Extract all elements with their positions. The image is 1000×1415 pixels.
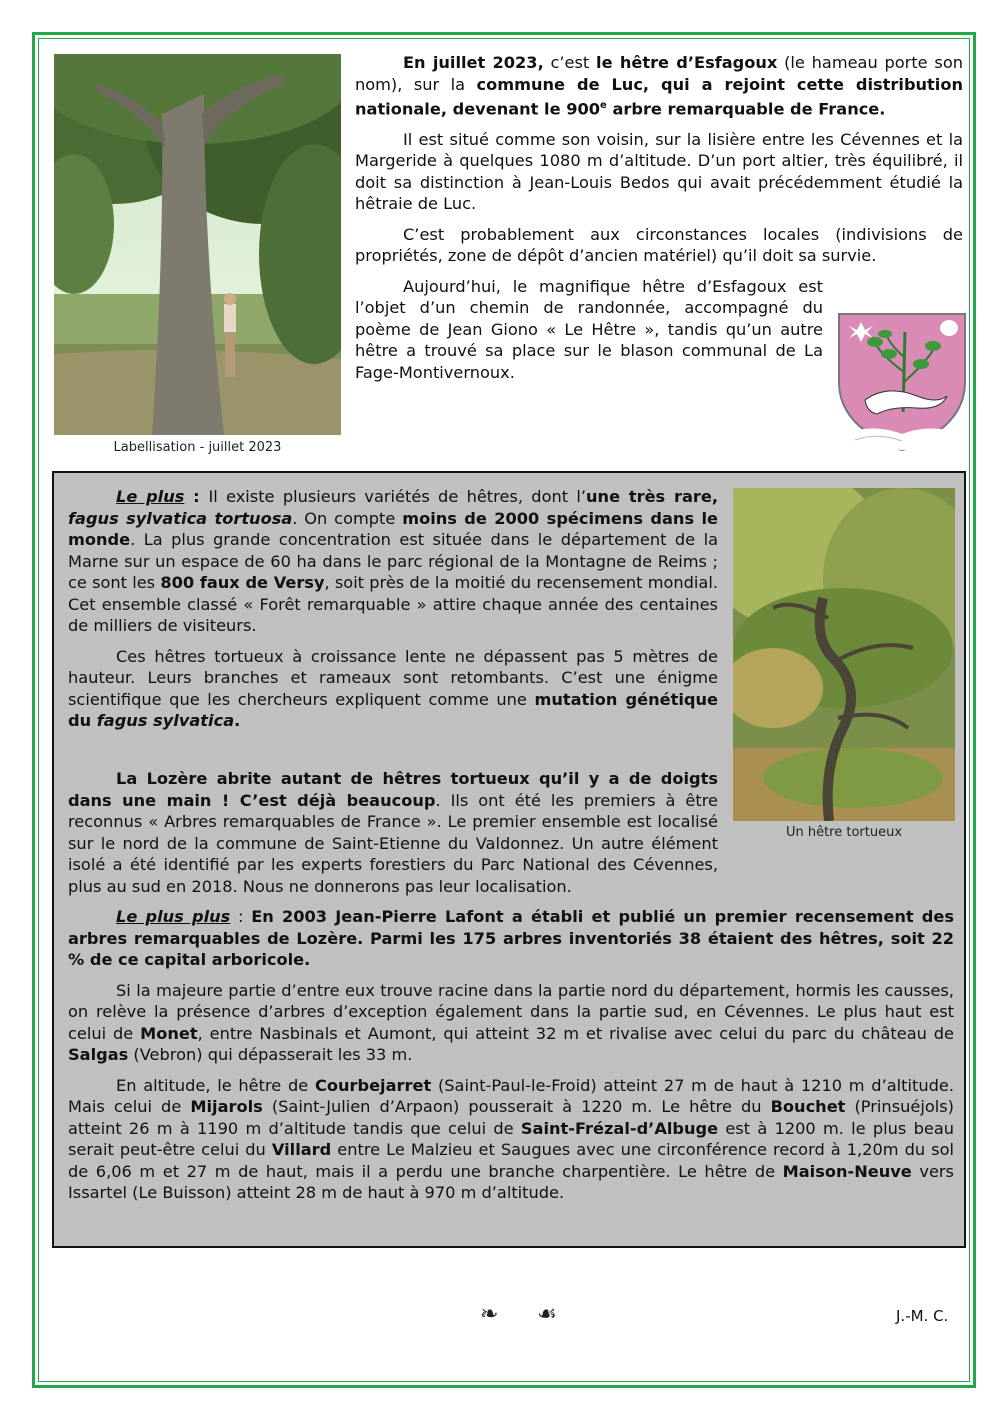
text-place: Saint-Frézal-d’Albuge bbox=[520, 1118, 719, 1138]
intro-paragraph-3: C’est probablement aux circonstances locales (indivisions de propriétés, zone de dépôt d’ancien matériel) qu’il doit sa survie. bbox=[355, 224, 963, 266]
intro-paragraph-4: Aujourd’hui, le magnifique hêtre d’Esfagoux est l’objet d’un chemin de randonnée, accompagné du poème de Jean Giono « Le Hêtre », tandis qu’un autre hêtre a trouvé sa place sur le blason communal de La Fage-Montivernoux. bbox=[355, 276, 823, 382]
text-run: (Prinsuéjols) atteint 26 m à 1190 m d’altitude tandis que celui de bbox=[68, 1097, 954, 1138]
text-run: . La plus grande concentration est située dans le département de la Marne sur un espace de 60 ha dans le parc régional de la Montagne de Reims ; ce sont les bbox=[68, 530, 718, 592]
twisted-beech-caption: Un hêtre tortueux bbox=[785, 825, 903, 840]
text-run: c’est bbox=[543, 53, 597, 72]
text-bold: moins de 2000 spécimens dans le monde bbox=[68, 508, 718, 549]
ornament-right-icon: ☙ bbox=[537, 1302, 557, 1327]
text-run: . On compte bbox=[292, 508, 403, 528]
text-place: Mijarols bbox=[190, 1097, 263, 1116]
beech-tree-photo bbox=[54, 54, 341, 435]
text-run: : bbox=[230, 907, 252, 926]
text-run: . bbox=[304, 950, 311, 969]
intro-paragraph-1 bbox=[355, 52, 963, 120]
text-species: fagus sylvatica bbox=[96, 711, 235, 730]
box-paragraph-3 bbox=[68, 768, 718, 897]
text-place: Monet bbox=[140, 1023, 198, 1043]
text-bold: 800 faux de Versy bbox=[160, 573, 325, 592]
text-place: Maison-Neuve bbox=[782, 1161, 912, 1181]
text-run: (Saint-Julien d’Arpaon) pousserait à 1220 m. Le hêtre du bbox=[262, 1097, 771, 1116]
box-paragraph-6 bbox=[68, 1075, 954, 1204]
text-run: Si la majeure partie d’entre eux trouve racine dans la partie nord du département, hormis les causses, on relève la présence d’arbres d’exception également dans la partie sud, en Cévennes. Le plus haut est celui de bbox=[68, 980, 954, 1043]
text-run: . Ils ont été les premiers à être reconnus « Arbres remarquables de France ». Le premier ensemble est localisé sur le nord de la commune de Saint-Etienne du Valdonnez. Un autre élément isolé a été identifié par les experts forestiers du Parc National des Cévennes, plus au sud en 2018. Nous ne donnerons pas leur localisation. bbox=[68, 790, 718, 896]
text-bold: une très rare, bbox=[586, 487, 718, 506]
text-run: est à 1200 m. le plus beau serait peut-être celui du bbox=[68, 1118, 955, 1159]
label-le-plus-plus: Le plus plus bbox=[116, 907, 231, 926]
box-text-bottom bbox=[68, 906, 954, 1213]
text-superscript: e bbox=[600, 100, 607, 111]
text-run: vers Issartel (Le Buisson) atteint 28 m de haut à 970 m d’altitude. bbox=[68, 1161, 954, 1202]
author-signature: J.-M. C. bbox=[896, 1307, 949, 1325]
text-bold: La Lozère abrite autant de hêtres tortueux qu’il y a de doigts dans une main ! C’est déjà beaucoup bbox=[68, 769, 718, 810]
box-paragraph-1 bbox=[68, 486, 718, 637]
text-run: , entre Nasbinals et Aumont, qui atteint 32 m et rivalise avec celui du parc du château de bbox=[197, 1023, 955, 1043]
text-run: (Saint-Paul-le-Froid) atteint 27 m de haut à 1210 m d’altitude. Mais celui de bbox=[68, 1075, 954, 1116]
text-bold: mutation génétique du bbox=[68, 689, 718, 730]
intro-paragraph-2: Il est situé comme son voisin, sur la lisière entre les Cévennes et la Margeride à quelques 1080 m d’altitude. D’un port altier, très équilibré, il doit sa distinction à Jean-Louis Bedos qui avait précédemment étudié la hêtraie de Luc. bbox=[355, 129, 963, 214]
text-place: Courbejarret bbox=[314, 1075, 432, 1095]
text-bold: En 2003 Jean-Pierre Lafont a établi et publié un premier recensement des arbres remarquables de Lozère. Parmi les 175 arbres inventoriés 38 étaient des hêtres, soit 22 % de ce capital arboricole bbox=[68, 907, 955, 969]
text-run: (le hameau porte son nom), sur la bbox=[355, 53, 963, 94]
box-paragraph-5 bbox=[68, 980, 954, 1066]
text-run: En altitude, le hêtre de bbox=[116, 1075, 315, 1095]
coat-of-arms bbox=[837, 312, 967, 452]
text-place: Bouchet bbox=[770, 1097, 846, 1116]
text-species: fagus sylvatica tortuosa bbox=[68, 508, 293, 528]
text-run: : bbox=[184, 487, 209, 506]
text-run: Ces hêtres tortueux à croissance lente ne dépassent pas 5 mètres de hauteur. Leurs branches et rameaux sont retombants. C’est une énigme scientifique que les chercheurs expliquent comme une bbox=[68, 646, 718, 709]
text-place: Villard bbox=[271, 1140, 332, 1159]
text-run: , soit près de la moitié du recensement mondial. Cet ensemble classé « Forêt remarquable » attire chaque année des centaines de milliers de visiteurs. bbox=[68, 573, 718, 635]
text-run: Il existe plusieurs variétés de hêtres, dont l’ bbox=[208, 487, 587, 506]
text-place: Salgas bbox=[68, 1045, 129, 1064]
label-le-plus: Le plus bbox=[116, 487, 185, 506]
text-commune: commune de Luc, qui a rejoint cette distribution nationale, devenant le 900 bbox=[355, 74, 963, 119]
text-run: . bbox=[234, 711, 241, 730]
top-photo-caption: Labellisation - juillet 2023 bbox=[113, 440, 282, 455]
text-run: (Vebron) qui dépasserait les 33 m. bbox=[128, 1045, 413, 1064]
box-text-upper bbox=[68, 486, 718, 741]
text-tree-name: le hêtre d’Esfagoux bbox=[596, 53, 778, 72]
box-paragraph-2 bbox=[68, 646, 718, 732]
text-france: arbre remarquable de France. bbox=[606, 99, 886, 119]
text-date: En juillet 2023, bbox=[403, 53, 544, 72]
box-paragraph-4 bbox=[68, 906, 954, 971]
box-text-lower bbox=[68, 768, 954, 906]
text-run: entre Le Malzieu et Saugues avec une circonférence record à 1,20m du sol de 6,06 m et 27 m de haut, mais il a perdu une branche charpentière. Le hêtre de bbox=[68, 1140, 954, 1181]
ornament-left-icon: ❧ bbox=[480, 1302, 499, 1327]
